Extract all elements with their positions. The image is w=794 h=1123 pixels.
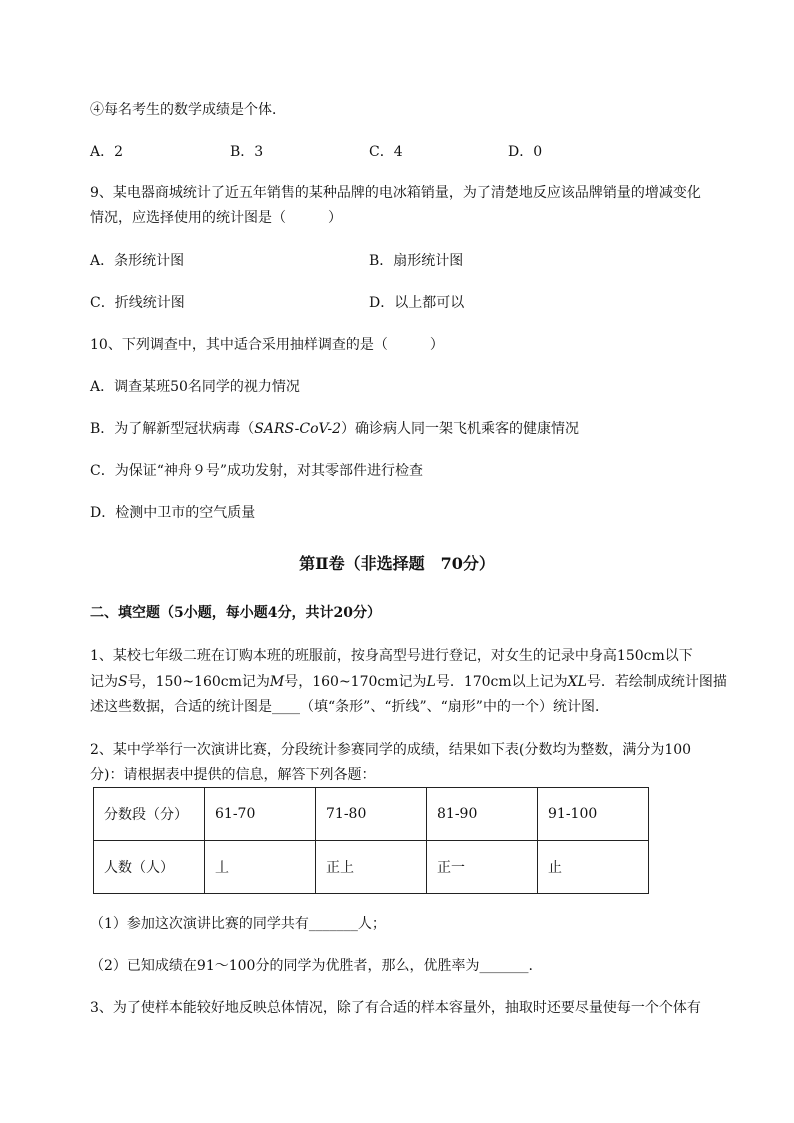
q9-option-b: B．扇形统计图 bbox=[369, 253, 464, 269]
q9-option-d: D．以上都可以 bbox=[369, 295, 465, 311]
q10-option-b-pre: B．为了解新型冠状病毒（ bbox=[90, 421, 255, 437]
size-xl-label: XL bbox=[567, 674, 587, 690]
q8-option-d: D．0 bbox=[508, 144, 543, 160]
fq2-sub-question-1: （1）参加这次演讲比赛的同学共有_______人； bbox=[90, 916, 386, 932]
fq2-sub-question-2: （2）已知成绩在91～100分的同学为优胜者，那么，优胜率为_______. bbox=[90, 958, 533, 974]
q10-option-c: C．为保证“神舟９号”成功发射，对其零部件进行检查 bbox=[90, 463, 424, 479]
q9-option-a: A．条形统计图 bbox=[90, 253, 185, 269]
table-cell-tally: 止 bbox=[538, 841, 649, 894]
q10-option-b bbox=[90, 420, 579, 438]
table-header-score-range: 分数段（分） bbox=[94, 788, 205, 841]
q10-option-b-post: ）确诊病人同一架飞机乘客的健康情况 bbox=[340, 421, 579, 437]
table-cell: 91-100 bbox=[538, 788, 649, 841]
q9-stem-line-2: 情况，应选择使用的统计图是（ ） bbox=[90, 210, 342, 226]
score-table bbox=[93, 787, 649, 894]
q8-option-a: A．2 bbox=[90, 144, 124, 160]
table-header-count: 人数（人） bbox=[94, 841, 205, 894]
fq1-line-3: 述这些数据，合适的统计图是____（填“条形”、“折线”、“扇形”中的一个）统计图． bbox=[90, 699, 609, 715]
table-row bbox=[94, 841, 649, 894]
q8-option-c: C．4 bbox=[369, 144, 403, 160]
q9-option-c: C．折线统计图 bbox=[90, 295, 185, 311]
table-cell: 81-90 bbox=[427, 788, 538, 841]
fq2-line-1: 2、某中学举行一次演讲比赛，分段统计参赛同学的成绩，结果如下表(分数均为整数，满分为100 bbox=[90, 742, 692, 758]
size-m-label: M bbox=[269, 674, 285, 690]
fq1-text: 记为 bbox=[90, 674, 118, 690]
section-fill-in-title: 二、填空题（5小题，每小题4分，共计20分） bbox=[90, 605, 381, 621]
table-cell-tally: 正上 bbox=[316, 841, 427, 894]
fq1-line-1 bbox=[90, 647, 693, 665]
table-row bbox=[94, 788, 649, 841]
q8-statement-4: ④每名考生的数学成绩是个体． bbox=[90, 102, 286, 118]
fq2-line-2: 分)：请根据表中提供的信息，解答下列各题： bbox=[90, 767, 376, 783]
size-l-label: L bbox=[426, 674, 436, 690]
q8-option-b: B．3 bbox=[230, 144, 264, 160]
fq1-text: 号．若绘制成统计图描 bbox=[586, 674, 727, 690]
part-2-title: 第Ⅱ卷（非选择题 70分） bbox=[299, 554, 495, 573]
fq1-text: 号，150~160cm记为 bbox=[127, 674, 270, 690]
q10-option-d: D．检测中卫市的空气质量 bbox=[90, 505, 256, 521]
q10-option-a: A．调查某班50名同学的视力情况 bbox=[90, 379, 300, 395]
fq3-line-1: 3、为了使样本能较好地反映总体情况，除了有合适的样本容量外，抽取时还要尽量使每一个个体有 bbox=[90, 1000, 701, 1016]
fq1-line-1-a: 1、某校七年级二班在订购本班的班服前，按身高型号进行登记，对女生的记录中 bbox=[90, 648, 589, 664]
table-cell: 71-80 bbox=[316, 788, 427, 841]
q10-stem: 10、下列调查中，其中适合采用抽样调查的是（ ） bbox=[90, 337, 444, 353]
table-cell-tally: 正一 bbox=[427, 841, 538, 894]
size-s-label: S bbox=[118, 674, 128, 690]
fq1-text: 号．170cm以上记为 bbox=[435, 674, 568, 690]
table-cell: 61-70 bbox=[205, 788, 316, 841]
q9-stem-line-1: 9、某电器商城统计了近五年销售的某种品牌的电冰箱销量，为了清楚地反应该品牌销量的增减变化 bbox=[90, 185, 701, 201]
fq1-line-2 bbox=[90, 673, 727, 691]
table-cell-tally: 丄 bbox=[205, 841, 316, 894]
fq1-line-1-b: 身高150cm以下 bbox=[588, 648, 693, 664]
fq1-text: 号，160~170cm记为 bbox=[284, 674, 427, 690]
q10-option-b-virus-name: SARS-CoV-2 bbox=[254, 421, 341, 437]
